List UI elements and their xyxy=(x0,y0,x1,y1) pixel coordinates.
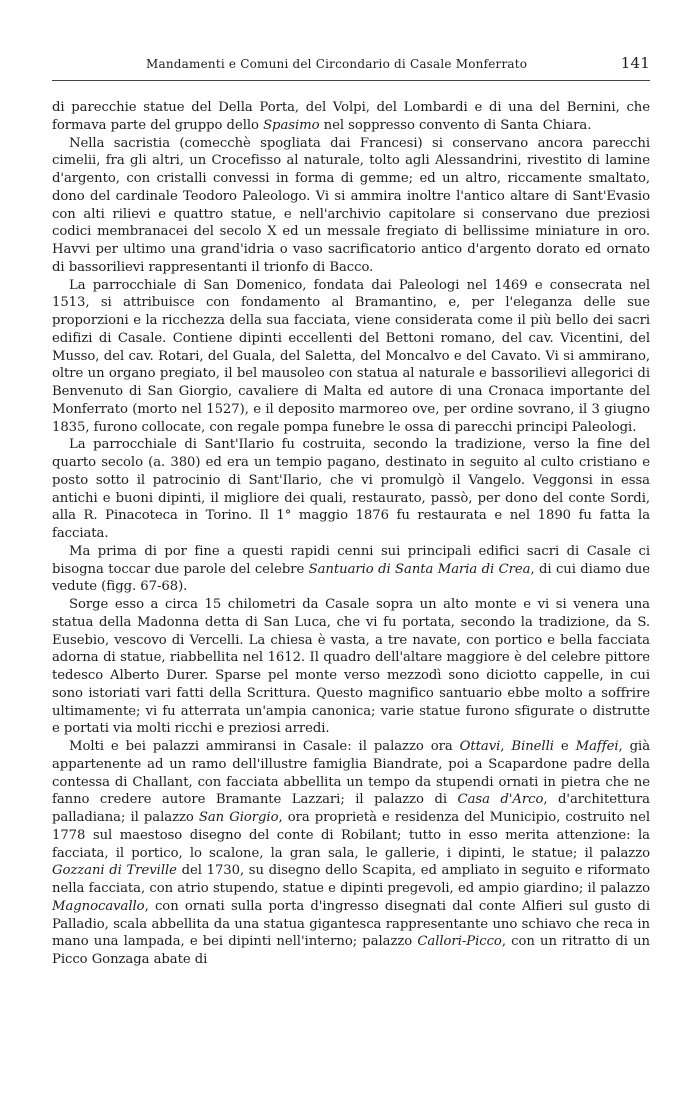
text-segment: , d'architettura palladiana; il palazzo xyxy=(52,792,650,825)
paragraph xyxy=(52,543,650,596)
paragraph xyxy=(52,596,650,738)
text-segment: nel soppresso convento di Santa Chiara. xyxy=(319,117,592,133)
paragraph xyxy=(52,738,650,969)
text-segment: del 1730, su disegno dello Scapita, ed ampliato in seguito e riformato nella facciata, con atrio stupendo, statue e dipinti pregevoli, ed ampio giardino; il palazzo xyxy=(52,863,650,896)
text-segment: Ma prima di por fine a questi rapidi cenni sui principali edifici sacri di Casale ci bisogna toccar due parole del celebre xyxy=(52,543,650,577)
text-segment: Molti e bei palazzi ammiransi in Casale: il palazzo ora xyxy=(69,739,460,754)
text-segment: , ora proprietà e residenza del Municipio, costruito nel 1778 sul maestoso disegno del conte di Robilant; tutto in esso merita attenzione: la facciata, il portico, lo scalone, la gran sala, le gallerie, i dipinti, le statue; il palazzo xyxy=(52,810,650,861)
text-segment: La parrocchiale di San Domenico, fondata dai Paleologi nel 1469 e consecrata nel 1513, si attribuisce con fondamento al Bramantino, e, per l'eleganza delle sue proporzioni e la ricchezza della sua facciata, viene considerata come il più bello dei sacri edifizi di Casale. Contiene dipinti eccellenti del Bettoni romano, del cav. Vicentini, del Musso, del cav. Rotari, del Guala, del Saletta, del Moncalvo e del Cavato. Vi si ammirano, oltre un organo pregiato, il bel mausoleo con statua al naturale e bassorilievi allegorici di Benvenuto di San Giorgio, cavaliere di Malta ed autore di una Cronaca importante del Monferrato (morto nel 1527), e il deposito marmoreo ove, per ordine sovrano, il 3 giugno 1835, furono collocate, con regale pompa funebre le ossa di parecchi principi Paleologi. xyxy=(52,277,650,435)
italic-term: Callori-Picco xyxy=(417,934,502,950)
italic-term: San Giorgio xyxy=(198,810,279,825)
italic-term: Gozzani di Treville xyxy=(52,863,177,879)
paragraph xyxy=(52,135,650,277)
italic-term: Ottavi xyxy=(459,739,501,754)
text-segment: Nella sacristia (comecchè spogliata dai Francesi) si conservano ancora parecchi cimelii, fra gli altri, un Crocefisso al naturale, tolto agli Alessandrini, rivestito di lamine d'argento, con cristalli convessi in forma di gemme; ed un altro, riccamente smaltato, dono del cardinale Teodoro Paleologo. Vi si ammira inoltre l'antico altare di Sant'Evasio con alti rilievi e quattro statue, e nell'archivio capitolare si conservano due preziosi codici membranacei del secolo X ed un messale fregiato di bellissime miniature in oro. Havvi per ultimo una grand'idria o vaso sacrificatorio antico d'argento dorato ed ornato di bassorilievi rappresentanti il trionfo di Bacco. xyxy=(52,135,650,275)
text-segment: , con ornati sulla porta d'ingresso disegnati dal conte Alfieri sul gusto di Palladio, scala abbellita da una statua gigantesca rappresentante uno schiavo che reca in mano una lampada, e bei dipinti nell'interno; palazzo xyxy=(52,898,650,950)
body-text xyxy=(52,99,650,969)
text-segment: e xyxy=(553,739,576,754)
page-number: 141 xyxy=(620,54,650,72)
italic-term: Spasimo xyxy=(263,117,320,133)
text-segment: di parecchie statue del Della Porta, del Volpi, del Lombardi e di una del Bernini, che formava parte del gruppo dello xyxy=(52,100,650,133)
running-header xyxy=(52,50,650,81)
text-segment: , già appartenente ad un ramo dell'illustre famiglia Biandrate, poi a Scapardone padre della contessa di Challant, con facciata abbellita un tempo da stupendi ornati in pietra che ne fanno credere autore Bramante Lazzari; il palazzo di xyxy=(52,739,651,808)
running-title: Mandamenti e Comuni del Circondario di Casale Monferrato xyxy=(146,57,528,71)
italic-term: Magnocavallo xyxy=(52,898,145,914)
book-page xyxy=(52,50,650,969)
italic-term: Santuario di Santa Maria di Crea xyxy=(308,561,531,577)
text-segment: , con un ritratto di un Picco Gonzaga abate di xyxy=(52,934,650,967)
italic-term: Casa d'Arco xyxy=(457,792,544,808)
text-segment: La parrocchiale di Sant'Ilario fu costruita, secondo la tradizione, verso la fine del quarto secolo (a. 380) ed era un tempio pagano, destinato in seguito al culto cristiano e posto sotto il patrocinio di Sant'Ilario, che vi promulgò il Vangelo. Veggonsi in essa antichi e buoni dipinti, il migliore dei quali, restaurato, passò, per dono del conte Sordi, alla R. Pinacoteca in Torino. Il 1° maggio 1876 fu restaurata e nel 1890 fu fatta la facciata. xyxy=(52,437,650,541)
text-segment: Sorge esso a circa 15 chilometri da Casale sopra un alto monte e vi si venera una statua della Madonna detta di San Luca, che vi fu portata, secondo la tradizione, da S. Eusebio, vescovo di Vercelli. La chiesa è vasta, a tre navate, con portico e bella facciata adorna di statue, riabbellita nel 1612. Il quadro dell'altare maggiore è del celebre pittore tedesco Alberto Durer. Sparse pel monte verso mezzodì sono diciotto cappelle, in cui sono istoriati vari fatti della Scrittura. Questo magnifico santuario ebbe molto a soffrire ultimamente; vi fu atterrata un'ampia canonica; varie statue furono sfigurate o distrutte e portati via molti ricchi e preziosi arredi. xyxy=(52,597,650,737)
paragraph xyxy=(52,277,650,437)
text-segment: , xyxy=(500,739,512,754)
paragraph xyxy=(52,99,650,135)
italic-term: Binelli xyxy=(511,739,554,754)
paragraph xyxy=(52,436,650,543)
italic-term: Maffei xyxy=(575,739,619,754)
text-segment: , di cui diamo due vedute (figg. 67-68). xyxy=(52,561,650,595)
